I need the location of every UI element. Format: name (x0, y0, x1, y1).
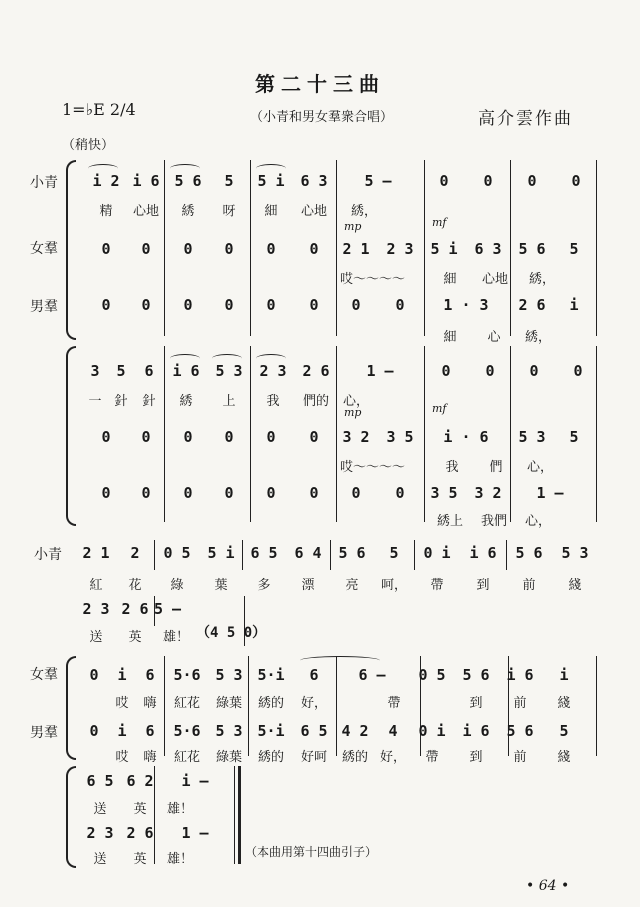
slur (256, 354, 286, 363)
xiaoqing-notes-row1 (86, 172, 598, 190)
lyric: 心地 (300, 204, 327, 219)
note-group: 2 6 (121, 600, 149, 618)
note-group: 5 6 (338, 544, 366, 562)
lyric: 英 (133, 802, 147, 817)
note-group: i (559, 666, 569, 684)
note-group: 0 (183, 484, 193, 502)
lyric: 細 (443, 330, 457, 345)
note-group: 0 (485, 362, 495, 380)
note-group: 5 — (154, 600, 182, 618)
lyric: 一 (88, 394, 102, 409)
note-group: 0 (89, 722, 99, 740)
note-group: 5 3 (215, 362, 243, 380)
note-group: 0 (101, 484, 111, 502)
lyric: 漂 (301, 578, 315, 593)
note-group: 5·i (257, 666, 285, 684)
lyric: 綉 (179, 394, 193, 409)
lyric: 送 (93, 852, 107, 867)
lyric: 精 (99, 204, 113, 219)
note-group: 0 (141, 296, 151, 314)
lyric: 送 (93, 802, 107, 817)
tie (300, 656, 380, 665)
note-group: 5·6 (173, 722, 201, 740)
note-group: 1 — (181, 824, 209, 842)
slur (88, 164, 118, 173)
lyric: 心， (342, 394, 369, 409)
note-group: 0 (224, 484, 234, 502)
lyric: 好呵 (300, 750, 327, 765)
lyric: 英 (128, 630, 142, 645)
note-group: 1 · 3 (443, 296, 489, 314)
lyric: 呀 (222, 204, 236, 219)
note-group: 0 (266, 428, 276, 446)
note-group: 5 3 (215, 666, 243, 684)
lyric: 綉， (524, 330, 551, 345)
note-group: 2 3 (82, 600, 110, 618)
note-group: 0 (441, 362, 451, 380)
lyric: 綉， (528, 272, 555, 287)
note-group: 0 i (418, 722, 446, 740)
dynamic-mf: mf (432, 216, 447, 229)
lyric: 綫 (568, 578, 582, 593)
lyric: 心地 (132, 204, 159, 219)
note-group: 0 i (423, 544, 451, 562)
nvqun-notes-row5 (80, 772, 230, 790)
note-group: 0 (224, 428, 234, 446)
dynamic-mp: mp (344, 406, 362, 419)
note-group: 0 (309, 240, 319, 258)
note-group: 5 (224, 172, 234, 190)
xiaoqing-lyrics-row1 (86, 200, 394, 219)
note-group: 5 6 (515, 544, 543, 562)
nanqun-notes-row2 (86, 484, 590, 502)
lyric: 多 (257, 578, 271, 593)
note-group: 5 3 (561, 544, 589, 562)
slur (256, 164, 286, 173)
note-group: i 6 (172, 362, 200, 380)
note-group: 5 (569, 240, 579, 258)
footnote: （本曲用第十四曲引子） (245, 845, 378, 859)
barline (234, 766, 235, 864)
note-group: 5 6 (462, 666, 490, 684)
voice-label-xiaoqing: 小青 (30, 175, 58, 191)
lyric: 心地 (481, 272, 508, 287)
note-group: 5·6 (173, 666, 201, 684)
nanqun-notes-row4 (80, 722, 586, 740)
piece-title: 第二十三曲 (255, 72, 385, 96)
note-group: 0 (141, 428, 151, 446)
lyric: 紅花 (173, 696, 200, 711)
note-group: 0 (351, 296, 361, 314)
xiaoqing-solo-notes (76, 544, 598, 562)
lyric: 前 (513, 696, 527, 711)
note-group: 3 2 (474, 484, 502, 502)
nanqun-notes-row1 (86, 296, 594, 314)
note-group: 0 (183, 240, 193, 258)
system4-brace (66, 656, 76, 760)
note-group: 0 (309, 296, 319, 314)
note-group: 4 2 (341, 722, 369, 740)
lyric: 我 (266, 394, 280, 409)
note-group: 6 2 (126, 772, 154, 790)
lyric: 綉 (181, 204, 195, 219)
note-group: 0 (395, 484, 405, 502)
lyric: 細 (264, 204, 278, 219)
lyric: 綫 (557, 750, 571, 765)
dynamic-mp: mp (344, 220, 362, 233)
note-group: 3 5 (386, 428, 414, 446)
lyric: 呵， (380, 578, 407, 593)
lyric: 葉 (214, 578, 228, 593)
nvqun-notes-row1 (86, 240, 594, 258)
note-group: 5 i (430, 240, 458, 258)
note-group: i 6 (132, 172, 160, 190)
nanqun-lyrics-row4 (108, 746, 586, 765)
nanqun-lyrics-row5 (80, 848, 200, 867)
note-group: 2 3 (86, 824, 114, 842)
lyric: 嗨 (143, 696, 157, 711)
note-group: i 6 (506, 666, 534, 684)
note-group: 5 — (364, 172, 392, 190)
slur (170, 354, 200, 363)
nanqun-notes-row5 (80, 824, 230, 842)
note-group: 2 6 (518, 296, 546, 314)
note-group: i (117, 722, 127, 740)
nvqun-notes-row4 (80, 666, 586, 684)
note-group: 5 6 (506, 722, 534, 740)
lyric: 綉， (350, 204, 377, 219)
voice-label-xiaoqing: 小青 (34, 547, 62, 563)
key-signature: 1=♭E 2/4 (62, 100, 136, 119)
note-group: 0 (309, 484, 319, 502)
note-group: 6 5 (86, 772, 114, 790)
lyric: 綠葉 (215, 696, 242, 711)
lyric: 帶 (430, 578, 444, 593)
note-group: i (569, 296, 579, 314)
lyric: 到 (476, 578, 490, 593)
note-group: 0 (101, 240, 111, 258)
final-barline (238, 766, 241, 864)
lyric: 亮 (345, 578, 359, 593)
lyric: 哎～～～～ (340, 460, 406, 475)
lyric: 好， (379, 750, 406, 765)
page-number: • 64 • (526, 878, 570, 894)
note-group: i (117, 666, 127, 684)
note-group: 0 (395, 296, 405, 314)
note-group: 0 (224, 240, 234, 258)
lyric: 們的 (302, 394, 329, 409)
xiaoqing-notes-row2 (82, 362, 600, 380)
note-group: 6 4 (294, 544, 322, 562)
note-group: 2 3 (386, 240, 414, 258)
lyric: 帶 (387, 696, 401, 711)
voice-label-nvqun: 女羣 (30, 667, 58, 683)
nvqun-lyrics-row2 (340, 456, 562, 475)
lyric: 綉上 (436, 514, 463, 529)
note-group: 5 3 (518, 428, 546, 446)
note-group: 5 3 (215, 722, 243, 740)
xiaoqing-solo-lyrics-2 (76, 626, 198, 645)
note-group: 6 3 (474, 240, 502, 258)
note-group: 3 (90, 362, 100, 380)
note-group: 1 — (536, 484, 564, 502)
note-group: 2 6 (302, 362, 330, 380)
lyric: 到 (469, 696, 483, 711)
barline (596, 656, 597, 756)
lyric: 心， (524, 514, 551, 529)
slur (170, 164, 200, 173)
nanqun-lyrics-row1 (428, 326, 560, 345)
xiaoqing-lyrics-row2 (82, 390, 376, 409)
lyric: 雄！ (162, 630, 189, 645)
nvqun-lyrics-row5 (80, 798, 200, 817)
note-group: 5·i (257, 722, 285, 740)
lyric: 綉的 (257, 696, 284, 711)
note-group: 6 — (358, 666, 386, 684)
note-group: 2 3 (259, 362, 287, 380)
note-group: 6 (309, 666, 319, 684)
note-group: 6 (145, 666, 155, 684)
lyric: 花 (128, 578, 142, 593)
note-group: 0 (224, 296, 234, 314)
voice-label-nvqun: 女羣 (30, 241, 58, 257)
note-group: 5 (569, 428, 579, 446)
note-group: 6 3 (300, 172, 328, 190)
note-group: 5 (116, 362, 126, 380)
note-group: 0 (266, 296, 276, 314)
note-group: 0 (309, 428, 319, 446)
note-group: 0 5 (418, 666, 446, 684)
lyric: 到 (469, 750, 483, 765)
lyric: 我們 (480, 514, 507, 529)
note-group: 0 (101, 296, 111, 314)
lyric: 細 (443, 272, 457, 287)
lyric: 綉的 (257, 750, 284, 765)
note-group: 5 i (257, 172, 285, 190)
note-group: i 2 (92, 172, 120, 190)
note-group: 0 (529, 362, 539, 380)
lyric: 英 (133, 852, 147, 867)
system2-brace (66, 346, 76, 526)
note-group: 5 i (207, 544, 235, 562)
note-group: 5 6 (174, 172, 202, 190)
composer: 高介雲作曲 (478, 109, 573, 129)
lyric: 哎 (115, 750, 129, 765)
note-group: 0 (483, 172, 493, 190)
note-group: 0 (101, 428, 111, 446)
note-group: i · 6 (443, 428, 489, 446)
note-group: 0 (183, 296, 193, 314)
tempo-marking: （稍快） (62, 138, 115, 153)
note-group: 6 (144, 362, 154, 380)
note-group: 1 — (366, 362, 394, 380)
lyric: 帶 (425, 750, 439, 765)
lyric: 雄！ (166, 852, 193, 867)
lyric: 綫 (557, 696, 571, 711)
nvqun-notes-row2 (86, 428, 594, 446)
note-group: 5 (389, 544, 399, 562)
lyric: 前 (513, 750, 527, 765)
note-group: 0 5 (163, 544, 191, 562)
note-group: 0 (527, 172, 537, 190)
note-group: 6 5 (250, 544, 278, 562)
note-group: 2 1 (82, 544, 110, 562)
lyric: 針 (114, 394, 128, 409)
system5-brace (66, 766, 76, 868)
note-group: 5 6 (518, 240, 546, 258)
lyric: 心， (526, 460, 553, 475)
note-group: 0 (571, 172, 581, 190)
note-group: i 6 (469, 544, 497, 562)
lyric: 嗨 (143, 750, 157, 765)
xiaoqing-solo-lyrics (76, 574, 598, 593)
system1-brace (66, 160, 76, 340)
slur (212, 354, 242, 363)
lyric: 綉的 (341, 750, 368, 765)
lyric: 綠 (170, 578, 184, 593)
lyric: 雄！ (166, 802, 193, 817)
note-group: 0 (183, 428, 193, 446)
lyric: 心 (487, 330, 501, 345)
note-group: 0 (573, 362, 583, 380)
note-group: 5 (559, 722, 569, 740)
note-group: 0 (439, 172, 449, 190)
note-group: 3 5 (430, 484, 458, 502)
note-group: 0 (141, 484, 151, 502)
lyric: 我 (445, 460, 459, 475)
nvqun-lyrics-row4 (108, 692, 586, 711)
voice-label-nanqun: 男羣 (30, 299, 58, 315)
note-group: 3 2 (342, 428, 370, 446)
lyric: 送 (89, 630, 103, 645)
note-group: 4 (388, 722, 398, 740)
note-group: 6 5 (300, 722, 328, 740)
note-group: 0 (141, 240, 151, 258)
lyric: 好， (300, 696, 327, 711)
subtitle: （小青和男女羣衆合唱） (250, 110, 394, 125)
lyric: 們 (489, 460, 503, 475)
lyric: 哎 (115, 696, 129, 711)
lyric: 紅花 (173, 750, 200, 765)
note-group: 0 (266, 240, 276, 258)
note-group: i — (181, 772, 209, 790)
note-group: 2 1 (342, 240, 370, 258)
lyric: 前 (522, 578, 536, 593)
note-group: i 6 (462, 722, 490, 740)
xiaoqing-solo-notes-2 (76, 600, 242, 618)
lyric: 紅 (89, 578, 103, 593)
note-group: 6 (145, 722, 155, 740)
note-group: 0 (351, 484, 361, 502)
lyric: 哎～～～～ (340, 272, 406, 287)
lyric: 針 (142, 394, 156, 409)
lyric: 綠葉 (215, 750, 242, 765)
nanqun-lyrics-row2 (428, 510, 560, 529)
voice-label-nanqun: 男羣 (30, 725, 58, 741)
note-group: 2 6 (126, 824, 154, 842)
ending-note: （4 5 0） (196, 625, 267, 641)
dynamic-mf: mf (432, 402, 447, 415)
note-group: 0 (266, 484, 276, 502)
nvqun-lyrics-row1 (340, 268, 564, 287)
note-group: 2 (130, 544, 140, 562)
lyric: 上 (222, 394, 236, 409)
note-group: 0 (89, 666, 99, 684)
